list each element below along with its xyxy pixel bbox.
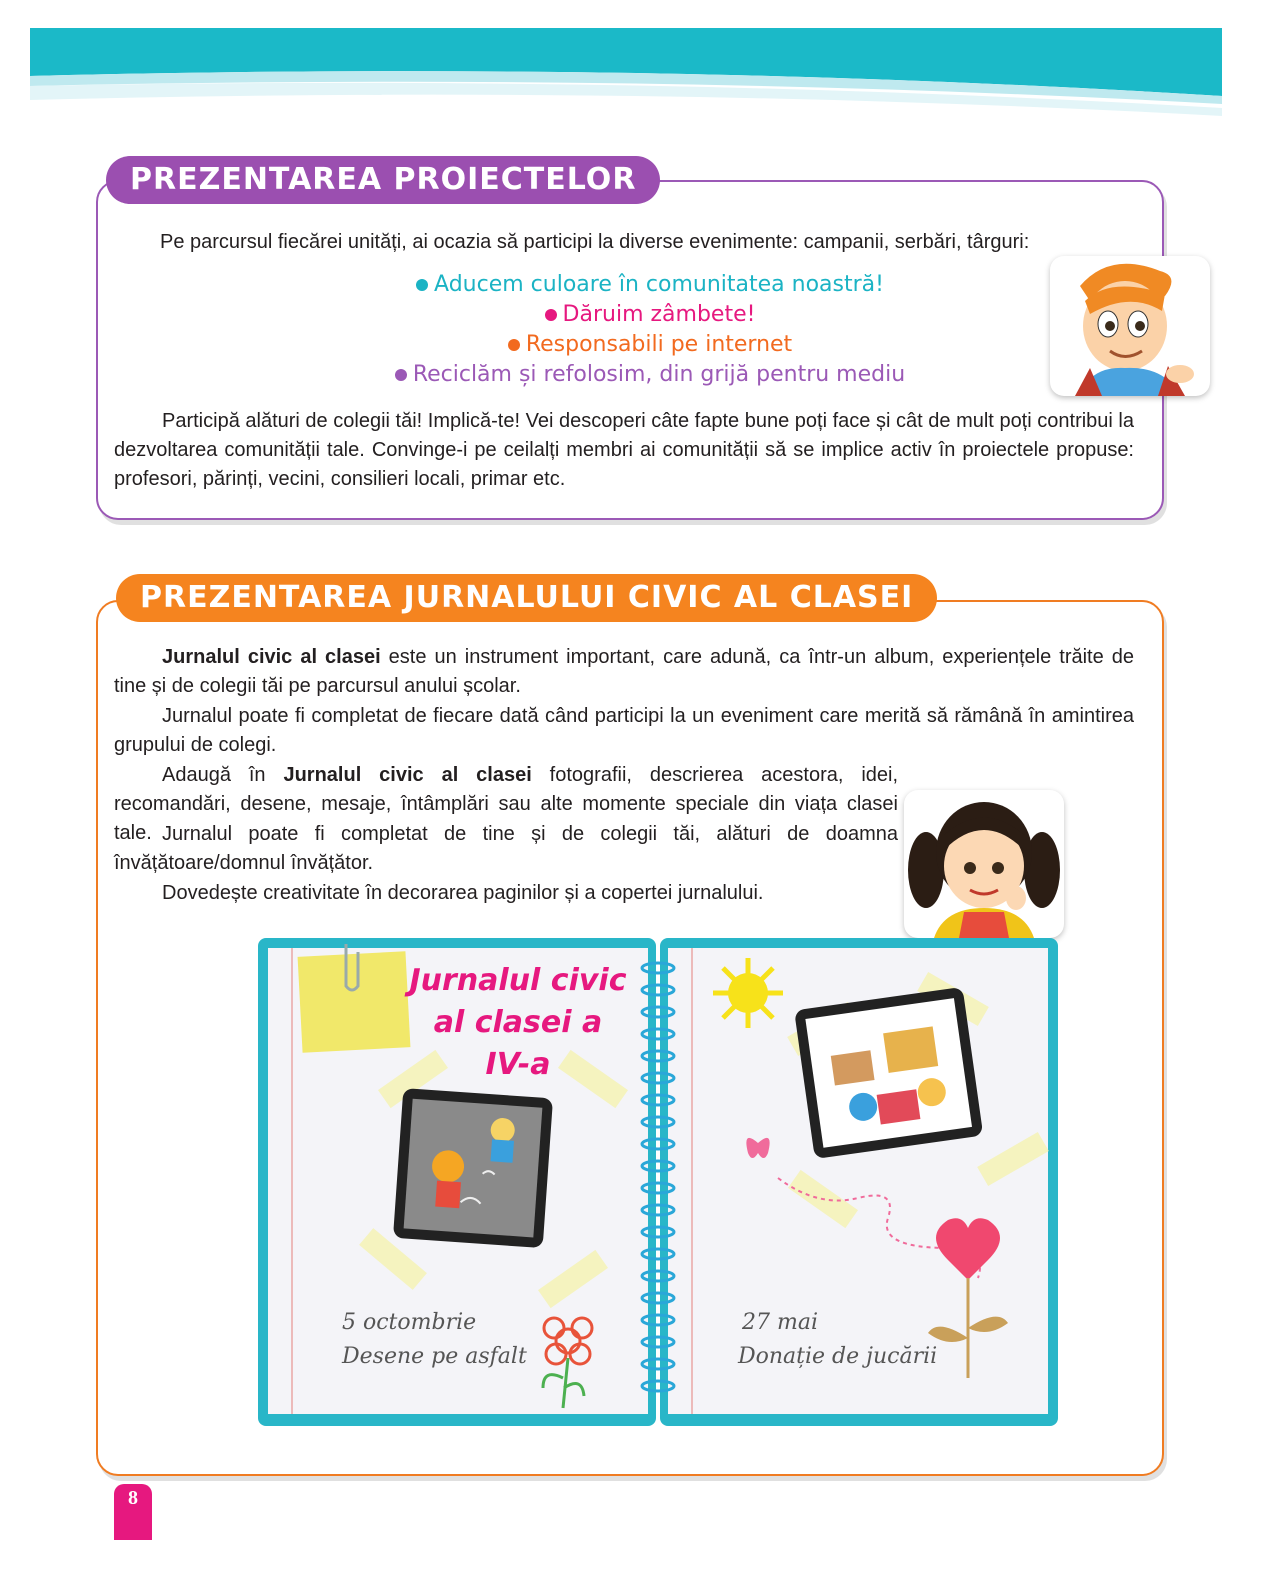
boy-illustration <box>1050 256 1210 396</box>
bullet-dot-icon <box>395 369 407 381</box>
class-journal-illustration <box>258 938 1058 1428</box>
girl-character-icon <box>904 790 1064 938</box>
right-page-caption: Donație de jucării <box>738 1344 938 1369</box>
left-page-caption: Desene pe asfalt <box>342 1344 527 1369</box>
page-number: 8 <box>114 1484 152 1540</box>
projects-section-title: PREZENTAREA PROIECTELOR <box>106 156 660 204</box>
project-item-culoare: Aducem culoare în comunitatea noastră! <box>300 270 1000 300</box>
journal-section-title: PREZENTAREA JURNALULUI CIVIC AL CLASEI <box>116 574 937 622</box>
left-page-date: 5 octombrie <box>342 1310 477 1335</box>
bullet-dot-icon <box>416 279 428 291</box>
project-item-reciclam: Reciclăm și refolosim, din grijă pentru mediu <box>300 360 1000 390</box>
project-item-zambete: Dăruim zâmbete! <box>300 300 1000 330</box>
journal-paragraph-3: Adaugă în Jurnalul civic al clasei fotografii, descrierea acestora, idei, recomandări, desene, mesaje, întâmplări sau alte momente speciale din viața clasei tale. <box>114 764 899 844</box>
top-banner <box>0 0 1270 140</box>
journal-paragraph-1: Jurnalul civic al clasei este un instrument important, care adună, ca într-un album, experiențele trăite de tine și de colegii tăi pe parcursul anului școlar. <box>114 646 1134 697</box>
project-item-internet: Responsabili pe internet <box>300 330 1000 360</box>
projects-intro-text: Pe parcursul fiecărei unități, ai ocazia să participi la diverse evenimente: campanii, serbări, târguri: <box>160 231 1030 253</box>
bullet-dot-icon <box>508 339 520 351</box>
bullet-dot-icon <box>545 309 557 321</box>
right-page-date: 27 mai <box>742 1310 819 1335</box>
projects-list <box>300 270 1000 390</box>
journal-paragraph-5: Dovedește creativitate în decorarea paginilor și a copertei jurnalului. <box>162 882 764 904</box>
notebook-title: Jurnalul civic al clasei a IV-a <box>409 963 627 1082</box>
journal-paragraph-2: Jurnalul poate fi completat de fiecare dată când participi la un eveniment care merită să rămână în amintirea grupului de colegi. <box>114 705 1134 756</box>
girl-illustration <box>904 790 1064 938</box>
boy-character-icon <box>1050 256 1210 396</box>
projects-outro-text: Participă alături de colegii tăi! Implică-te! Vei descoperi câte fapte bune poți face și cât de mult poți contribui la dezvoltarea comunității tale. Convinge-i pe ceilalți membri ai comunității să se implice activ în proiectele propuse: profesori, părinți, vecini, consilieri locali, primar etc. <box>114 410 1134 490</box>
journal-paragraph-4: Jurnalul poate fi completat de tine și de colegii tăi, alături de doamna învățătoare/domnul învățător. <box>114 823 898 874</box>
